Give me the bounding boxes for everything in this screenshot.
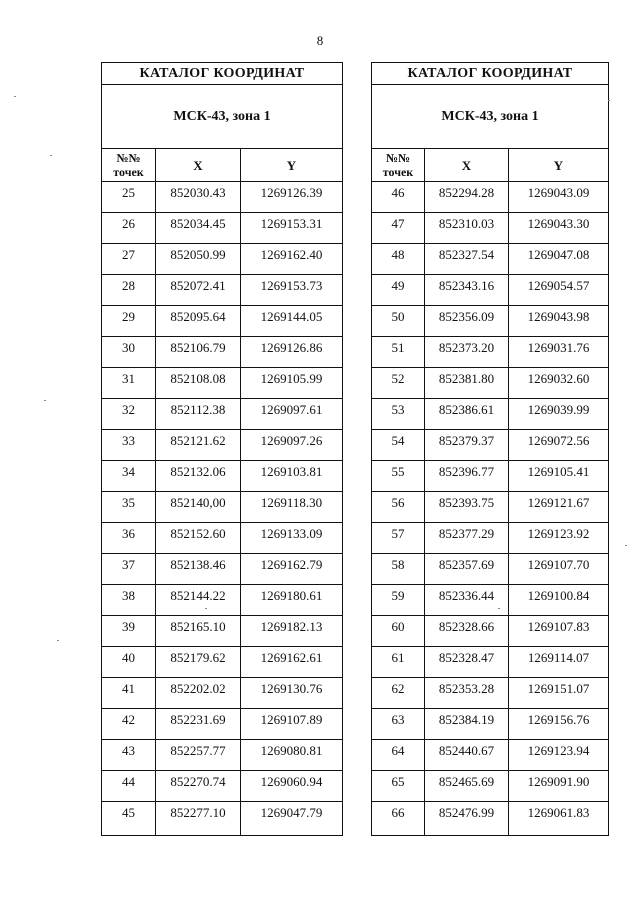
x-coordinate-cell: 852384.19	[425, 709, 509, 740]
scan-speck	[205, 608, 207, 609]
table-row	[102, 771, 343, 802]
point-number-cell: 30	[102, 337, 156, 368]
y-coordinate-cell: 1269032.60	[509, 368, 609, 399]
table-row	[372, 461, 609, 492]
y-coordinate-cell: 1269123.92	[509, 523, 609, 554]
point-number-cell: 27	[102, 244, 156, 275]
x-coordinate-cell: 852095.64	[156, 306, 241, 337]
table-row	[372, 399, 609, 430]
point-number-cell: 52	[372, 368, 425, 399]
table-row	[372, 492, 609, 523]
x-coordinate-cell: 852328.66	[425, 616, 509, 647]
y-header: Y	[509, 149, 609, 182]
point-number-cell: 59	[372, 585, 425, 616]
y-coordinate-cell: 1269107.83	[509, 616, 609, 647]
table-row	[372, 740, 609, 771]
point-number-header-line1: №№	[385, 151, 411, 165]
x-coordinate-cell: 852179.62	[156, 647, 241, 678]
table-row	[102, 337, 343, 368]
y-coordinate-cell: 1269060.94	[241, 771, 343, 802]
x-coordinate-cell: 852396.77	[425, 461, 509, 492]
point-number-cell: 29	[102, 306, 156, 337]
x-coordinate-cell: 852270.74	[156, 771, 241, 802]
y-coordinate-cell: 1269097.26	[241, 430, 343, 461]
point-number-cell: 43	[102, 740, 156, 771]
table-row	[372, 275, 609, 306]
table-row	[102, 523, 343, 554]
x-coordinate-cell: 852393.75	[425, 492, 509, 523]
y-coordinate-cell: 1269144.05	[241, 306, 343, 337]
x-coordinate-cell: 852476.99	[425, 802, 509, 836]
y-coordinate-cell: 1269130.76	[241, 678, 343, 709]
point-number-cell: 37	[102, 554, 156, 585]
table-row	[102, 678, 343, 709]
y-coordinate-cell: 1269107.70	[509, 554, 609, 585]
y-coordinate-cell: 1269047.79	[241, 802, 343, 836]
x-coordinate-cell: 852202.02	[156, 678, 241, 709]
x-coordinate-cell: 852050.99	[156, 244, 241, 275]
table-row	[372, 585, 609, 616]
table-row	[372, 647, 609, 678]
y-coordinate-cell: 1269043.09	[509, 182, 609, 213]
table-row	[102, 213, 343, 244]
catalog-title: КАТАЛОГ КООРДИНАТ	[102, 63, 343, 85]
x-coordinate-cell: 852165.10	[156, 616, 241, 647]
x-coordinate-cell: 852328.47	[425, 647, 509, 678]
y-coordinate-cell: 1269162.79	[241, 554, 343, 585]
y-coordinate-cell: 1269162.40	[241, 244, 343, 275]
x-coordinate-cell: 852356.09	[425, 306, 509, 337]
catalog-rows	[372, 182, 609, 836]
x-coordinate-cell: 852294.28	[425, 182, 509, 213]
point-number-cell: 65	[372, 771, 425, 802]
table-row	[372, 802, 609, 836]
y-coordinate-cell: 1269114.07	[509, 647, 609, 678]
point-number-cell: 39	[102, 616, 156, 647]
x-coordinate-cell: 852152.60	[156, 523, 241, 554]
x-coordinate-cell: 852357.69	[425, 554, 509, 585]
table-row	[372, 523, 609, 554]
x-coordinate-cell: 852381.80	[425, 368, 509, 399]
catalog-rows	[102, 182, 343, 836]
y-coordinate-cell: 1269107.89	[241, 709, 343, 740]
point-number-cell: 51	[372, 337, 425, 368]
y-coordinate-cell: 1269047.08	[509, 244, 609, 275]
table-row	[372, 337, 609, 368]
point-number-cell: 40	[102, 647, 156, 678]
table-row	[372, 244, 609, 275]
x-coordinate-cell: 852106.79	[156, 337, 241, 368]
point-number-cell: 46	[372, 182, 425, 213]
x-coordinate-cell: 852277.10	[156, 802, 241, 836]
table-row	[102, 647, 343, 678]
table-row	[102, 709, 343, 740]
x-coordinate-cell: 852257.77	[156, 740, 241, 771]
point-number-cell: 35	[102, 492, 156, 523]
y-coordinate-cell: 1269126.39	[241, 182, 343, 213]
y-coordinate-cell: 1269031.76	[509, 337, 609, 368]
y-coordinate-cell: 1269180.61	[241, 585, 343, 616]
point-number-cell: 38	[102, 585, 156, 616]
y-coordinate-cell: 1269121.67	[509, 492, 609, 523]
page-number: 8	[316, 33, 324, 48]
table-row	[102, 802, 343, 836]
table-row	[102, 554, 343, 585]
x-header: X	[425, 149, 509, 182]
coordinate-catalog-left	[101, 62, 343, 836]
x-coordinate-cell: 852112.38	[156, 399, 241, 430]
coordinate-system-zone: МСК-43, зона 1	[372, 85, 609, 149]
x-coordinate-cell: 852140,00	[156, 492, 241, 523]
point-number-cell: 63	[372, 709, 425, 740]
y-coordinate-cell: 1269156.76	[509, 709, 609, 740]
point-number-cell: 31	[102, 368, 156, 399]
point-number-cell: 33	[102, 430, 156, 461]
x-coordinate-cell: 852144.22	[156, 585, 241, 616]
y-coordinate-cell: 1269103.81	[241, 461, 343, 492]
x-coordinate-cell: 852327.54	[425, 244, 509, 275]
point-number-cell: 57	[372, 523, 425, 554]
coordinate-catalog-right	[371, 62, 609, 836]
y-coordinate-cell: 1269153.73	[241, 275, 343, 306]
point-number-header	[102, 149, 156, 182]
scan-speck	[625, 545, 627, 546]
scan-speck	[50, 155, 52, 156]
coordinate-system-zone: МСК-43, зона 1	[102, 85, 343, 149]
x-coordinate-cell: 852138.46	[156, 554, 241, 585]
table-row	[372, 709, 609, 740]
table-row	[102, 399, 343, 430]
x-coordinate-cell: 852231.69	[156, 709, 241, 740]
scan-speck	[57, 640, 59, 641]
y-coordinate-cell: 1269043.98	[509, 306, 609, 337]
table-row	[372, 306, 609, 337]
y-coordinate-cell: 1269072.56	[509, 430, 609, 461]
x-coordinate-cell: 852034.45	[156, 213, 241, 244]
x-coordinate-cell: 852377.29	[425, 523, 509, 554]
x-coordinate-cell: 852121.62	[156, 430, 241, 461]
x-coordinate-cell: 852310.03	[425, 213, 509, 244]
point-number-header-line1: №№	[116, 151, 141, 165]
y-coordinate-cell: 1269043.30	[509, 213, 609, 244]
point-number-cell: 66	[372, 802, 425, 836]
point-number-cell: 41	[102, 678, 156, 709]
table-row	[102, 616, 343, 647]
point-number-cell: 61	[372, 647, 425, 678]
x-coordinate-cell: 852379.37	[425, 430, 509, 461]
y-coordinate-cell: 1269091.90	[509, 771, 609, 802]
scan-speck	[608, 100, 610, 101]
table-row	[102, 585, 343, 616]
table-row	[102, 306, 343, 337]
y-coordinate-cell: 1269118.30	[241, 492, 343, 523]
catalog-title: КАТАЛОГ КООРДИНАТ	[372, 63, 609, 85]
x-coordinate-cell: 852108.08	[156, 368, 241, 399]
table-row	[102, 368, 343, 399]
point-number-cell: 28	[102, 275, 156, 306]
table-row	[372, 182, 609, 213]
point-number-cell: 26	[102, 213, 156, 244]
point-number-cell: 64	[372, 740, 425, 771]
y-coordinate-cell: 1269080.81	[241, 740, 343, 771]
x-coordinate-cell: 852386.61	[425, 399, 509, 430]
y-coordinate-cell: 1269153.31	[241, 213, 343, 244]
scan-speck	[498, 608, 500, 609]
table-row	[102, 244, 343, 275]
point-number-cell: 45	[102, 802, 156, 836]
y-coordinate-cell: 1269054.57	[509, 275, 609, 306]
table-row	[102, 430, 343, 461]
table-row	[102, 182, 343, 213]
point-number-cell: 50	[372, 306, 425, 337]
x-coordinate-cell: 852030.43	[156, 182, 241, 213]
point-number-cell: 32	[102, 399, 156, 430]
x-coordinate-cell: 852336.44	[425, 585, 509, 616]
x-coordinate-cell: 852343.16	[425, 275, 509, 306]
y-coordinate-cell: 1269061.83	[509, 802, 609, 836]
point-number-cell: 54	[372, 430, 425, 461]
table-row	[372, 616, 609, 647]
table-row	[102, 461, 343, 492]
y-coordinate-cell: 1269123.94	[509, 740, 609, 771]
y-coordinate-cell: 1269039.99	[509, 399, 609, 430]
y-coordinate-cell: 1269133.09	[241, 523, 343, 554]
y-coordinate-cell: 1269097.61	[241, 399, 343, 430]
table-row	[102, 492, 343, 523]
y-coordinate-cell: 1269182.13	[241, 616, 343, 647]
x-coordinate-cell: 852373.20	[425, 337, 509, 368]
table-row	[102, 740, 343, 771]
point-number-cell: 47	[372, 213, 425, 244]
y-header: Y	[241, 149, 343, 182]
point-number-cell: 48	[372, 244, 425, 275]
point-number-header	[372, 149, 425, 182]
table-row	[102, 275, 343, 306]
point-number-cell: 49	[372, 275, 425, 306]
y-coordinate-cell: 1269151.07	[509, 678, 609, 709]
table-row	[372, 430, 609, 461]
x-coordinate-cell: 852440.67	[425, 740, 509, 771]
x-coordinate-cell: 852353.28	[425, 678, 509, 709]
table-row	[372, 368, 609, 399]
point-number-cell: 55	[372, 461, 425, 492]
y-coordinate-cell: 1269105.41	[509, 461, 609, 492]
point-number-cell: 58	[372, 554, 425, 585]
point-number-cell: 60	[372, 616, 425, 647]
y-coordinate-cell: 1269162.61	[241, 647, 343, 678]
point-number-cell: 25	[102, 182, 156, 213]
point-number-header-line2: точек	[382, 165, 414, 179]
point-number-cell: 56	[372, 492, 425, 523]
y-coordinate-cell: 1269105.99	[241, 368, 343, 399]
table-row	[372, 771, 609, 802]
point-number-cell: 44	[102, 771, 156, 802]
point-number-cell: 62	[372, 678, 425, 709]
scan-speck	[44, 400, 46, 401]
x-coordinate-cell: 852465.69	[425, 771, 509, 802]
table-row	[372, 678, 609, 709]
y-coordinate-cell: 1269126.86	[241, 337, 343, 368]
table-row	[372, 213, 609, 244]
point-number-cell: 42	[102, 709, 156, 740]
table-row	[372, 554, 609, 585]
x-coordinate-cell: 852132.06	[156, 461, 241, 492]
x-header: X	[156, 149, 241, 182]
point-number-header-line2: точек	[113, 165, 144, 179]
x-coordinate-cell: 852072.41	[156, 275, 241, 306]
point-number-cell: 34	[102, 461, 156, 492]
point-number-cell: 53	[372, 399, 425, 430]
y-coordinate-cell: 1269100.84	[509, 585, 609, 616]
point-number-cell: 36	[102, 523, 156, 554]
scan-speck	[14, 96, 16, 97]
